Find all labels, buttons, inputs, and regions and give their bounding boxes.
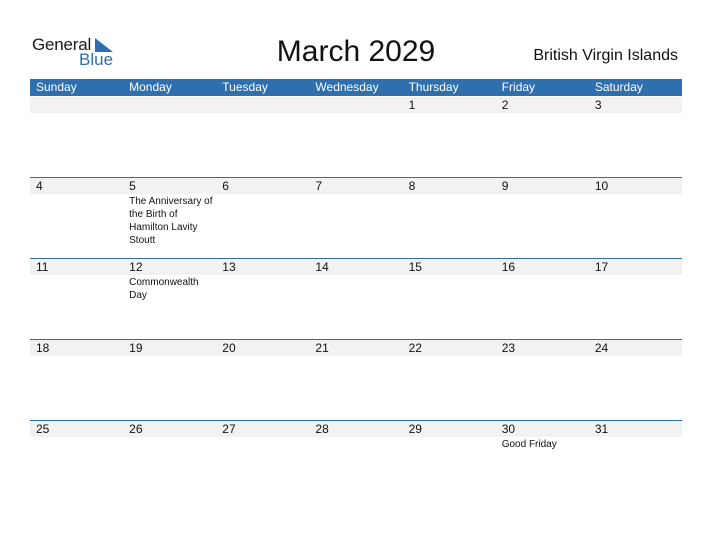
day-number: 5 bbox=[123, 178, 216, 194]
calendar-day-cell bbox=[309, 97, 402, 177]
weekday-friday: Friday bbox=[501, 80, 536, 94]
day-number: 10 bbox=[589, 178, 682, 194]
day-number: 21 bbox=[309, 340, 402, 356]
day-number: 8 bbox=[403, 178, 496, 194]
day-number bbox=[309, 97, 402, 113]
day-number: 30 bbox=[496, 421, 589, 437]
day-number: 11 bbox=[30, 259, 123, 275]
calendar-day-cell bbox=[496, 340, 589, 420]
weekday-sunday: Sunday bbox=[36, 80, 77, 94]
calendar-day-cell bbox=[216, 259, 309, 339]
calendar-day-cell bbox=[309, 259, 402, 339]
day-number: 23 bbox=[496, 340, 589, 356]
calendar-week-3 bbox=[30, 258, 682, 339]
calendar-day-cell bbox=[216, 340, 309, 420]
day-number: 1 bbox=[403, 97, 496, 113]
calendar-title: March 2029 bbox=[276, 35, 436, 68]
calendar-region: British Virgin Islands bbox=[533, 47, 678, 64]
day-number bbox=[30, 97, 123, 113]
calendar-day-cell bbox=[123, 340, 216, 420]
day-number: 29 bbox=[403, 421, 496, 437]
day-number: 25 bbox=[30, 421, 123, 437]
logo-word-general: General bbox=[32, 35, 92, 54]
calendar-day-cell bbox=[589, 259, 682, 339]
calendar-day-cell bbox=[30, 340, 123, 420]
day-number: 12 bbox=[123, 259, 216, 275]
calendar-day-cell bbox=[403, 259, 496, 339]
day-number: 19 bbox=[123, 340, 216, 356]
calendar-day-cell bbox=[496, 178, 589, 258]
calendar-day-cell bbox=[309, 178, 402, 258]
calendar-day-cell bbox=[216, 97, 309, 177]
day-number: 7 bbox=[309, 178, 402, 194]
day-number: 20 bbox=[216, 340, 309, 356]
weekday-thursday: Thursday bbox=[408, 80, 459, 94]
day-number: 6 bbox=[216, 178, 309, 194]
calendar-day-cell bbox=[216, 421, 309, 501]
day-number: 17 bbox=[589, 259, 682, 275]
calendar-day-cell bbox=[216, 178, 309, 258]
day-number bbox=[216, 97, 309, 113]
calendar-day-cell bbox=[589, 340, 682, 420]
day-number: 15 bbox=[403, 259, 496, 275]
calendar-day-cell bbox=[123, 178, 216, 258]
calendar-day-cell bbox=[30, 178, 123, 258]
day-number: 16 bbox=[496, 259, 589, 275]
holiday-label: Good Friday bbox=[501, 439, 557, 450]
calendar-day-cell bbox=[30, 97, 123, 177]
calendar-day-cell bbox=[123, 97, 216, 177]
day-number: 26 bbox=[123, 421, 216, 437]
weekday-monday: Monday bbox=[129, 80, 172, 94]
calendar-day-cell bbox=[403, 178, 496, 258]
calendar-day-cell bbox=[403, 340, 496, 420]
calendar-day-cell bbox=[309, 340, 402, 420]
day-number: 14 bbox=[309, 259, 402, 275]
calendar-day-cell bbox=[123, 259, 216, 339]
logo-word-blue: Blue bbox=[79, 50, 114, 69]
calendar-day-cell bbox=[496, 421, 589, 501]
calendar-week-2 bbox=[30, 177, 682, 258]
weekday-tuesday: Tuesday bbox=[222, 80, 268, 94]
day-number: 3 bbox=[589, 97, 682, 113]
day-number: 9 bbox=[496, 178, 589, 194]
calendar-day-cell bbox=[30, 421, 123, 501]
calendar-day-cell bbox=[496, 259, 589, 339]
day-number: 28 bbox=[309, 421, 402, 437]
weekday-wednesday: Wednesday bbox=[315, 80, 379, 94]
holiday-label: The Anniversary of the Birth of Hamilton Lavity Stoutt bbox=[129, 196, 213, 246]
weekday-header bbox=[30, 79, 682, 96]
day-number bbox=[123, 97, 216, 113]
calendar-day-cell bbox=[496, 97, 589, 177]
holiday-label: Commonwealth Day bbox=[129, 277, 199, 301]
day-number: 4 bbox=[30, 178, 123, 194]
day-number: 31 bbox=[589, 421, 682, 437]
calendar-day-cell bbox=[309, 421, 402, 501]
calendar-day-cell bbox=[589, 421, 682, 501]
day-number: 18 bbox=[30, 340, 123, 356]
day-number: 13 bbox=[216, 259, 309, 275]
calendar-day-cell bbox=[30, 259, 123, 339]
day-number: 2 bbox=[496, 97, 589, 113]
calendar-week-5 bbox=[30, 420, 682, 501]
calendar-day-cell bbox=[123, 421, 216, 501]
calendar-day-cell bbox=[403, 97, 496, 177]
calendar-week-1 bbox=[30, 97, 682, 177]
calendar-day-cell bbox=[589, 97, 682, 177]
day-number: 22 bbox=[403, 340, 496, 356]
calendar-week-4 bbox=[30, 339, 682, 420]
day-number: 24 bbox=[589, 340, 682, 356]
calendar-day-cell bbox=[589, 178, 682, 258]
day-number: 27 bbox=[216, 421, 309, 437]
calendar-day-cell bbox=[403, 421, 496, 501]
weekday-saturday: Saturday bbox=[594, 80, 643, 94]
